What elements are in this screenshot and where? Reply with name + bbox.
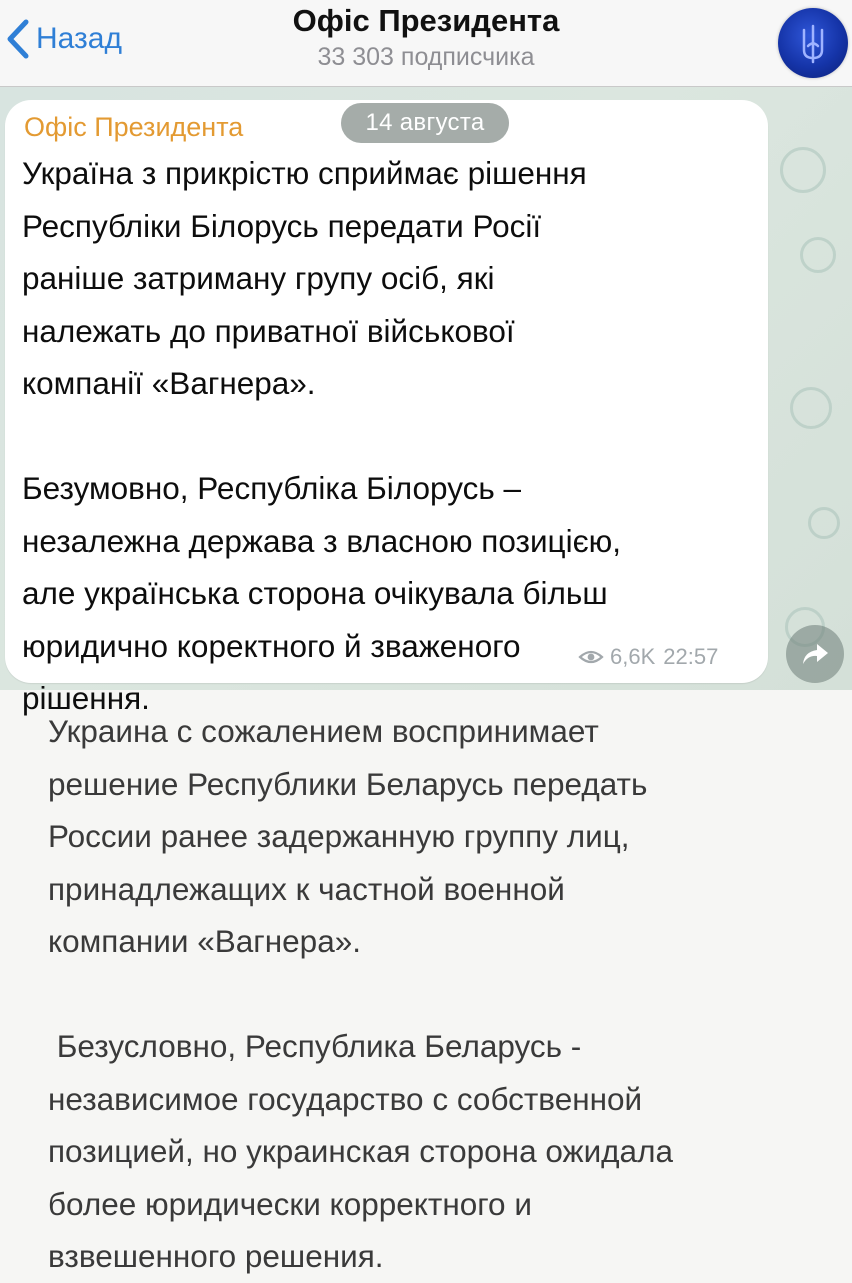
message-line: належать до приватної військової (22, 312, 515, 349)
translation-line: позицией, но украинская сторона ожидала (48, 1133, 673, 1169)
translation-line: взвешенного решения. (48, 1238, 384, 1274)
message-line: рішення. (22, 680, 150, 716)
translation-line: независимое государство с собственной (48, 1080, 643, 1117)
trident-emblem-icon (778, 8, 848, 78)
message-line: Республіки Білорусь передати Росії (22, 207, 542, 244)
chat-header (0, 0, 852, 87)
message-line: компанії «Вагнера». (22, 365, 316, 401)
eye-icon (578, 648, 604, 666)
channel-avatar[interactable] (778, 8, 848, 78)
channel-title: Офіс Президента (292, 3, 560, 38)
translation-line: компании «Вагнера». (48, 923, 361, 959)
message-sender[interactable]: Офіс Президента (24, 112, 244, 142)
view-count: 6,6K (610, 644, 656, 669)
message-meta (578, 644, 718, 670)
translation-line: Украина с сожалением воспринимает (48, 713, 599, 749)
message-line: Безумовно, Республіка Білорусь – (22, 470, 522, 506)
message-line: юридично коректного й зваженого (22, 627, 521, 664)
share-arrow-icon (800, 641, 830, 667)
message-line: незалежна держава з власною позицією, (22, 522, 622, 559)
subscriber-count: 33 303 подписчика (317, 43, 535, 71)
back-label: Назад (36, 22, 122, 55)
translation-line: принадлежащих к частной военной (48, 870, 565, 907)
message-line: раніше затриману групу осіб, які (22, 260, 495, 296)
message-time: 22:57 (663, 644, 719, 669)
translation-text (48, 705, 828, 1283)
translation-line: решение Республики Беларусь передать (48, 765, 648, 802)
share-button[interactable] (786, 625, 844, 683)
channel-info[interactable] (0, 2, 852, 74)
translation-line: Безусловно, Республика Беларусь - (48, 1028, 582, 1064)
message-line: Україна з прикрістю сприймає рішення (22, 155, 587, 191)
translation-line: более юридически корректного и (48, 1185, 532, 1222)
message-line: але українська сторона очікувала більш (22, 575, 608, 611)
translation-line: России ранее задержанную группу лиц, (48, 818, 630, 854)
message-text (22, 147, 762, 725)
date-pill: 14 августа (341, 103, 509, 143)
